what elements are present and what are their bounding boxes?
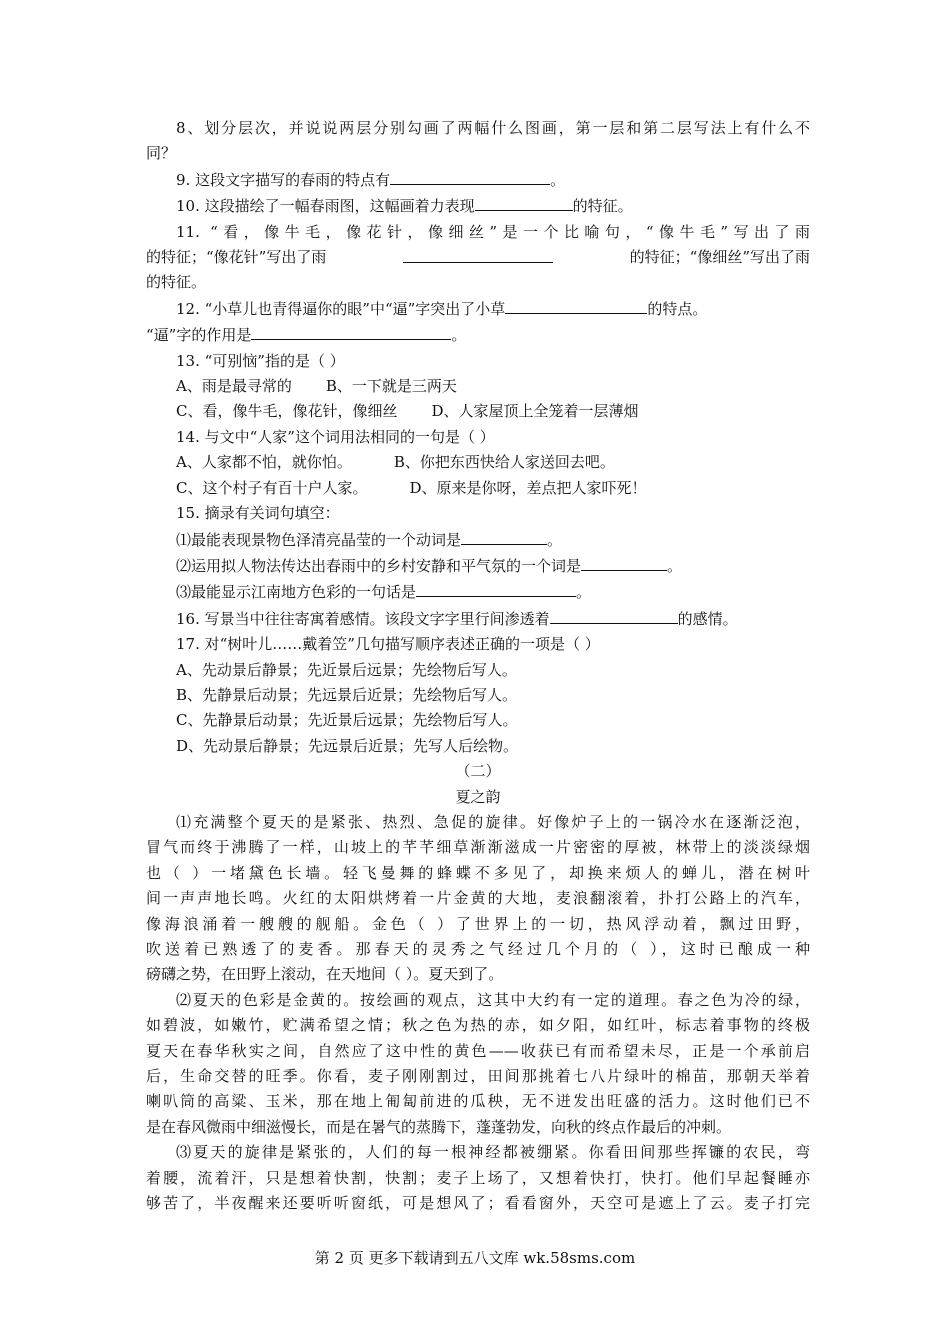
passage-paragraph-2 [146,988,810,1140]
option-a[interactable]: A、人家都不怕，就你怕。 [176,453,352,472]
passage-paragraph-1 [146,810,810,988]
option-d[interactable]: D、原来是你呀，差点把人家吓死！ [409,478,647,497]
option-a[interactable]: A、雨是最寻常的 [176,377,292,396]
page-footer: 第 2 页 更多下载请到五八文库 wk.58sms.com [314,1249,636,1267]
paragraph-line: ⑶夏天的旋律是紧张的，人们的每一根神经都被绷紧。你看田间那些挥镰的农民，弯 [176,1143,810,1162]
option-c[interactable]: C、这个村子有百十户人家。 [176,478,368,497]
question-11-line1: 11. “看，像牛毛，像花针，像细丝”是一个比喻句，“像牛毛”写出了雨 [176,222,810,241]
answer-blank[interactable] [416,579,576,597]
passage-title: 夏之韵 [455,787,501,806]
option-b[interactable]: B、一下就是三两天 [325,377,457,396]
paragraph-line: 也（ ）一堵黛色长墙。轻飞曼舞的蜂蝶不多见了，却换来烦人的蝉儿，潜在树叶 [146,863,810,882]
question-15-sub3: ⑶最能显示江南地方色彩的一句话是 。 [146,579,810,605]
question-12-line1: 12. “小草儿也青得逼你的眼”中“逼”字突出了小草 的特点。 [146,296,810,322]
option-c[interactable]: C、看，像牛毛，像花针，像细丝 [176,402,398,421]
question-15-sub1: ⑴最能表现景物色泽清亮晶莹的一个动词是 。 [146,527,810,553]
answer-blank[interactable] [550,606,678,624]
answer-blank[interactable] [403,245,553,263]
option-a[interactable]: A、先动景后静景；先近景后远景；先绘物后写人。 [176,660,517,679]
paragraph-line: 磅礴之势，在田野上滚动，在天地间（ ）。夏天到了。 [146,965,504,984]
answer-blank[interactable] [390,167,550,185]
paragraph-line: 夏天在春华秋实之间，自然应了这中性的黄色——收获已有而希望未尽，正是一个承前启 [146,1041,810,1060]
question-10: 10. 这段描绘了一幅春雨图，这幅画着力表现 的特征。 [146,193,810,219]
paragraph-line: 冒气而终于沸腾了一样，山坡上的芊芊细草渐渐滋成一片密密的厚被，林带上的淡淡绿烟 [146,838,810,857]
answer-blank[interactable] [581,553,667,571]
question-9: 9. 这段文字描写的春雨的特点有 。 [146,167,810,193]
answer-blank[interactable] [475,193,573,211]
option-d[interactable]: D、人家屋顶上全笼着一层薄烟 [431,402,639,421]
paragraph-line: ⑵夏天的色彩是金黄的。按绘画的观点，这其中大约有一定的道理。春之色为冷的绿， [176,990,810,1009]
question-13-options-cd [146,399,810,424]
paragraph-line: 喇叭筒的高粱、玉米，那在地上匍匐前进的瓜秧，无不迸发出旺盛的活力。这时他们已不 [146,1092,810,1111]
question-11-line2: 的特征；“像花针”写出了雨 的特征；“像细丝”写出了雨 [146,245,810,270]
option-d[interactable]: D、先动景后静景；先远景后近景；先写人后绘物。 [176,736,519,755]
question-13-options-ab [146,374,810,399]
document-body [146,116,810,1216]
question-14-options-cd [146,476,810,501]
paragraph-line: ⑴充满整个夏天的是紧张、热烈、急促的旋律。好像炉子上的一锅冷水在逐渐泛泡， [176,812,810,831]
question-12-line2: “逼”字的作用是 。 [146,322,810,348]
paragraph-line: 后，生命交替的旺季。你看，麦子刚刚割过，田间那挑着七八片绿叶的棉苗，那朝天举着 [146,1067,810,1086]
question-13-stem: 13. “可别恼”指的是（ ） [176,351,345,370]
answer-blank[interactable] [505,296,647,314]
answer-blank[interactable] [251,322,451,340]
paragraph-line: 是在春风微雨中细滋慢长，而是在暑气的蒸腾下，蓬蓬勃发，向秋的终点作最后的冲刺。 [146,1117,732,1136]
option-b[interactable]: B、你把东西快给人家送回去吧。 [393,453,615,472]
paragraph-line: 间一声声地长鸣。火红的太阳烘烤着一片金黄的大地，麦浪翻滚着，扑打公路上的汽车， [146,889,810,908]
question-17-stem: 17. 对“树叶儿……戴着笠”几句描写顺序表述正确的一项是（ ） [176,635,600,654]
paragraph-line: 吹送着已熟透了的麦香。那春天的灵秀之气经过几个月的（ ），这时已酿成一种 [146,940,810,958]
question-15-sub2: ⑵运用拟人物法传达出春雨中的乡村安静和平气氛的一个词是 。 [146,553,810,579]
option-b[interactable]: B、先静景后动景；先远景后近景；先绘物后写人。 [176,685,518,704]
question-8-line2: 同？ [146,144,177,163]
question-15-stem: 15. 摘录有关词句填空： [176,504,340,523]
question-14-options-ab [146,450,810,475]
paragraph-line: 着腰，流着汗，只是想着快割，快割；麦子上场了，又想着快打，快打。他们早起餐睡亦 [146,1168,810,1187]
paragraph-line: 够苦了，半夜醒来还要听听窗纸，可是想风了；看看窗外，天空可是遮上了云。麦子打完 [146,1194,810,1213]
section-label: （二） [455,762,501,781]
question-11-line3: 的特征。 [146,273,207,292]
question-14-stem: 14. 与文中“人家”这个词用法相同的一句是（ ） [176,427,495,446]
question-8-line1: 8、划分层次，并说说两层分别勾画了两幅什么图画，第一层和第二层写法上有什么不 [176,119,810,137]
paragraph-line: 像海浪涌着一艘艘的舰船。金色（ ）了世界上的一切，热风浮动着，飘过田野， [146,914,810,933]
passage-paragraph-3 [146,1140,810,1216]
answer-blank[interactable] [461,527,547,545]
question-16: 16. 写景当中往往寄寓着感情。该段文字字里行间渗透着 的感情。 [146,606,810,632]
option-c[interactable]: C、先静景后动景；先近景后远景；先绘物后写人。 [176,711,518,730]
paragraph-line: 如碧波，如嫩竹，贮满希望之情；秋之色为热的赤，如夕阳，如红叶，标志着事物的终极 [146,1016,810,1035]
